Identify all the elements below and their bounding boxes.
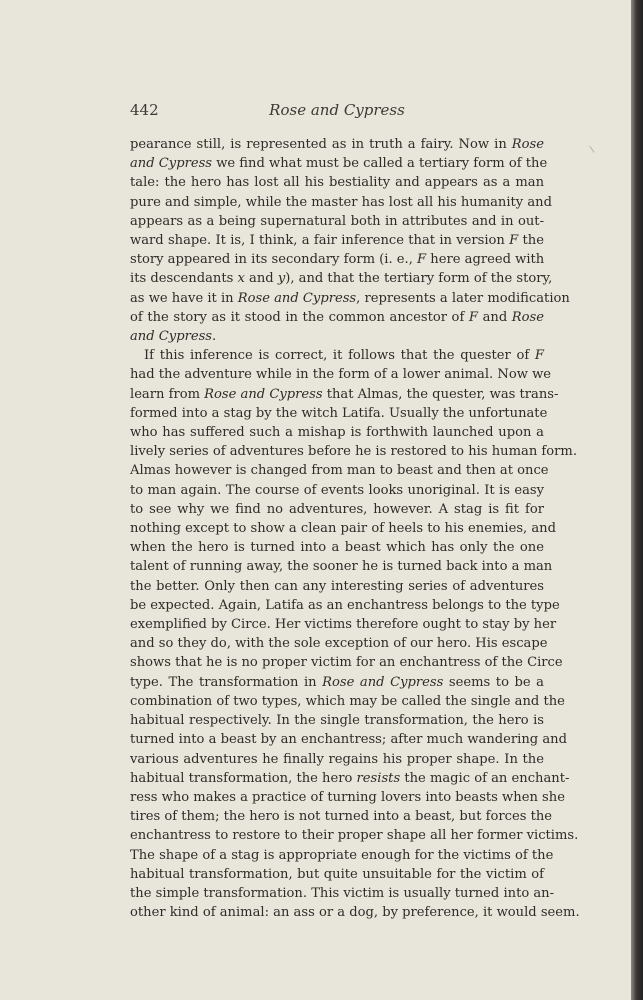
paper-mark [589,143,598,152]
text-line: habitual transformation, the hero resists the magic of an enchant- [130,770,570,786]
text-line: various adventures he finally regains his proper shape. In the [130,751,544,767]
text-line: ward shape. It is, I think, a fair inference that in version F the [130,233,544,249]
text-line: combination of two types, which may be called the single and the [130,693,565,709]
text-line: as we have it in Rose and Cypress, represents a later modification [130,290,570,306]
text-line: its descendants x and y), and that the tertiary form of the story, [130,271,553,287]
text-line: story appeared in its secondary form (i. e., F here agreed with [130,252,545,268]
text-line: enchantress to restore to their proper shape all her former victims. [130,828,579,844]
text-line: of the story as it stood in the common ancestor of F and Rose [130,309,545,325]
text-line: habitual respectively. In the single transformation, the hero is [130,713,544,729]
text-line: and Cypress. [130,329,217,345]
running-title: Rose and Cypress [269,101,405,119]
text-line: other kind of animal: an ass or a dog, by preference, it would seem. [130,905,580,921]
text-line: had the adventure while in the form of a lower animal. Now we [130,367,552,383]
text-line: lively series of adventures before he is restored to his human form. [130,444,577,460]
text-line: ress who makes a practice of turning lovers into beasts when she [130,789,565,805]
page-header [130,101,544,123]
page-number: 442 [130,101,159,119]
text-line: shows that he is no proper victim for an enchantress of the Circe [130,655,563,671]
text-line: If this inference is correct, it follows that the quester of F [144,348,544,364]
text-line: turned into a beast by an enchantress; after much wandering and [130,732,567,748]
text-line: and so they do, with the sole exception of our hero. His escape [130,636,548,652]
body-text [130,135,580,922]
text-line: The shape of a stag is appropriate enough for the victims of the [130,847,554,863]
page-edge-shadow [631,0,643,1000]
text-line: to man again. The course of events looks unoriginal. It is easy [130,482,544,498]
text-line: pearance still, is represented as in truth a fairy. Now in Rose [130,137,544,152]
text-line: exemplified by Circe. Her victims therefore ought to stay by her [130,617,557,633]
text-line: tires of them; the hero is not turned into a beast, but forces the [130,809,553,825]
text-line: and Cypress we find what must be called a tertiary form of the [130,156,548,172]
text-line: to see why we find no adventures, however. A stag is fit for [130,501,544,517]
text-line: the simple transformation. This victim is usually turned into an- [130,885,555,901]
text-line: tale: the hero has lost all his bestiality and appears as a man [130,175,544,191]
text-line: learn from Rose and Cypress that Almas, the quester, was trans- [130,386,559,402]
text-line: type. The transformation in Rose and Cypress seems to be a [130,674,544,690]
text-line: habitual transformation, but quite unsuitable for the victim of [130,866,544,882]
text-line: nothing except to show a clean pair of heels to his enemies, and [130,521,556,537]
text-line: talent of running away, the sooner he is turned back into a man [130,559,553,575]
text-line: appears as a being supernatural both in attributes and in out- [130,213,544,229]
text-line: Almas however is changed from man to beast and then at once [130,463,549,479]
text-line: be expected. Again, Latifa as an enchantress belongs to the type [130,597,560,613]
text-line: pure and simple, while the master has lost all his humanity and [130,194,552,210]
text-line: when the hero is turned into a beast which has only the one [130,540,544,556]
text-line: formed into a stag by the witch Latifa. Usually the unfortunate [130,405,548,421]
text-line: who has suffered such a mishap is forthwith launched upon a [130,425,544,441]
text-line: the better. Only then can any interesting series of adventures [130,578,544,594]
